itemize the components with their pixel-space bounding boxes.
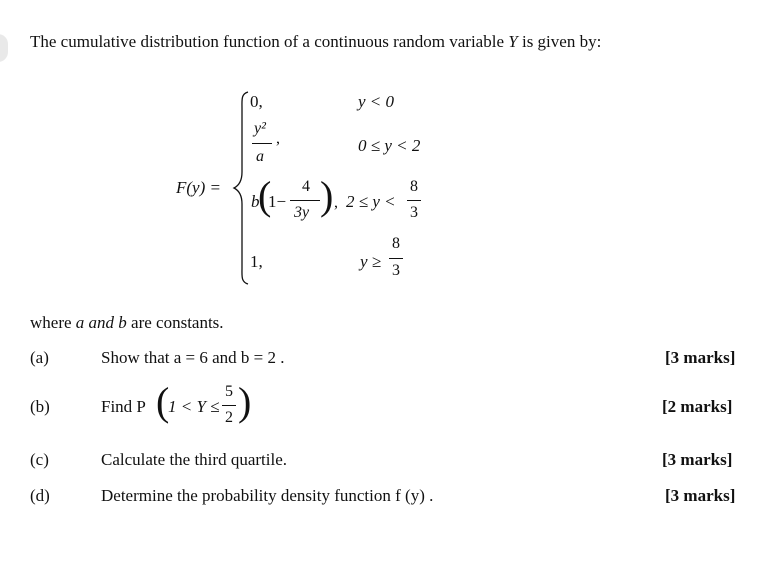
- constants-note-where: where: [30, 313, 72, 332]
- question-a-marks: [3 marks]: [665, 348, 736, 367]
- case-3-open-paren: (: [258, 173, 272, 218]
- question-b-expression: 1 < Y ≤: [168, 397, 220, 416]
- case-3-condition-bar: [407, 200, 421, 201]
- question-b-close-paren: ): [238, 379, 252, 424]
- page-edge-tab: [0, 34, 8, 62]
- intro-line: [30, 32, 601, 52]
- case-3-denominator: 3y: [294, 204, 310, 221]
- case-2-numerator: y²: [254, 120, 266, 137]
- case-3-close-paren: ): [320, 173, 334, 218]
- case-3-one-minus: 1−: [268, 192, 287, 211]
- case-3-b: b: [251, 192, 260, 211]
- question-b-marks: [2 marks]: [662, 397, 733, 416]
- question-b-denominator: 2: [225, 409, 233, 426]
- question-c-label: (c): [30, 450, 49, 469]
- case-3-condition-denominator: 3: [410, 204, 418, 221]
- case-4-condition-numerator: 8: [392, 235, 400, 252]
- case-3-condition-prefix: 2 ≤ y <: [346, 192, 396, 211]
- question-d-marks: [3 marks]: [665, 486, 736, 505]
- question-c-marks: [3 marks]: [662, 450, 733, 469]
- question-b-fraction-bar: [222, 405, 236, 406]
- case-1-value: 0,: [250, 92, 263, 111]
- constants-note: [30, 313, 224, 333]
- case-1-condition: y < 0: [358, 92, 395, 111]
- question-c-text: Calculate the third quartile.: [101, 450, 287, 469]
- question-b-label: (b): [30, 397, 50, 416]
- case-2-comma: ,: [276, 130, 280, 147]
- intro-variable: Y: [508, 32, 518, 51]
- intro-text-before: The cumulative distribution function of a continuous random variable: [30, 32, 504, 51]
- case-3-numerator: 4: [302, 178, 310, 195]
- question-d-text: Determine the probability density function f (y) .: [101, 486, 434, 505]
- question-a-label: (a): [30, 348, 49, 367]
- question-d-label: (d): [30, 486, 50, 505]
- cdf-lhs: F(y) =: [176, 178, 221, 197]
- case-4-condition-prefix: y ≥: [360, 252, 382, 271]
- case-2-fraction-bar: [252, 143, 272, 144]
- case-2-denominator: a: [256, 148, 264, 165]
- question-a-text: Show that a = 6 and b = 2 .: [101, 348, 285, 367]
- question-b-open-paren: (: [156, 379, 170, 424]
- case-3-condition-numerator: 8: [410, 178, 418, 195]
- case-3-fraction-bar: [290, 200, 320, 201]
- question-b-numerator: 5: [225, 383, 233, 400]
- case-4-value: 1,: [250, 252, 263, 271]
- left-brace: [232, 90, 252, 286]
- case-4-condition-denominator: 3: [392, 262, 400, 279]
- case-4-condition-bar: [389, 258, 403, 259]
- intro-text-after: is given by:: [521, 32, 602, 51]
- constants-note-tail: are constants.: [131, 313, 224, 332]
- case-3-comma: ,: [334, 194, 338, 211]
- case-2-condition: 0 ≤ y < 2: [358, 136, 421, 155]
- question-b-prefix: Find P: [101, 397, 146, 416]
- constants-note-vars: a and b: [75, 313, 127, 332]
